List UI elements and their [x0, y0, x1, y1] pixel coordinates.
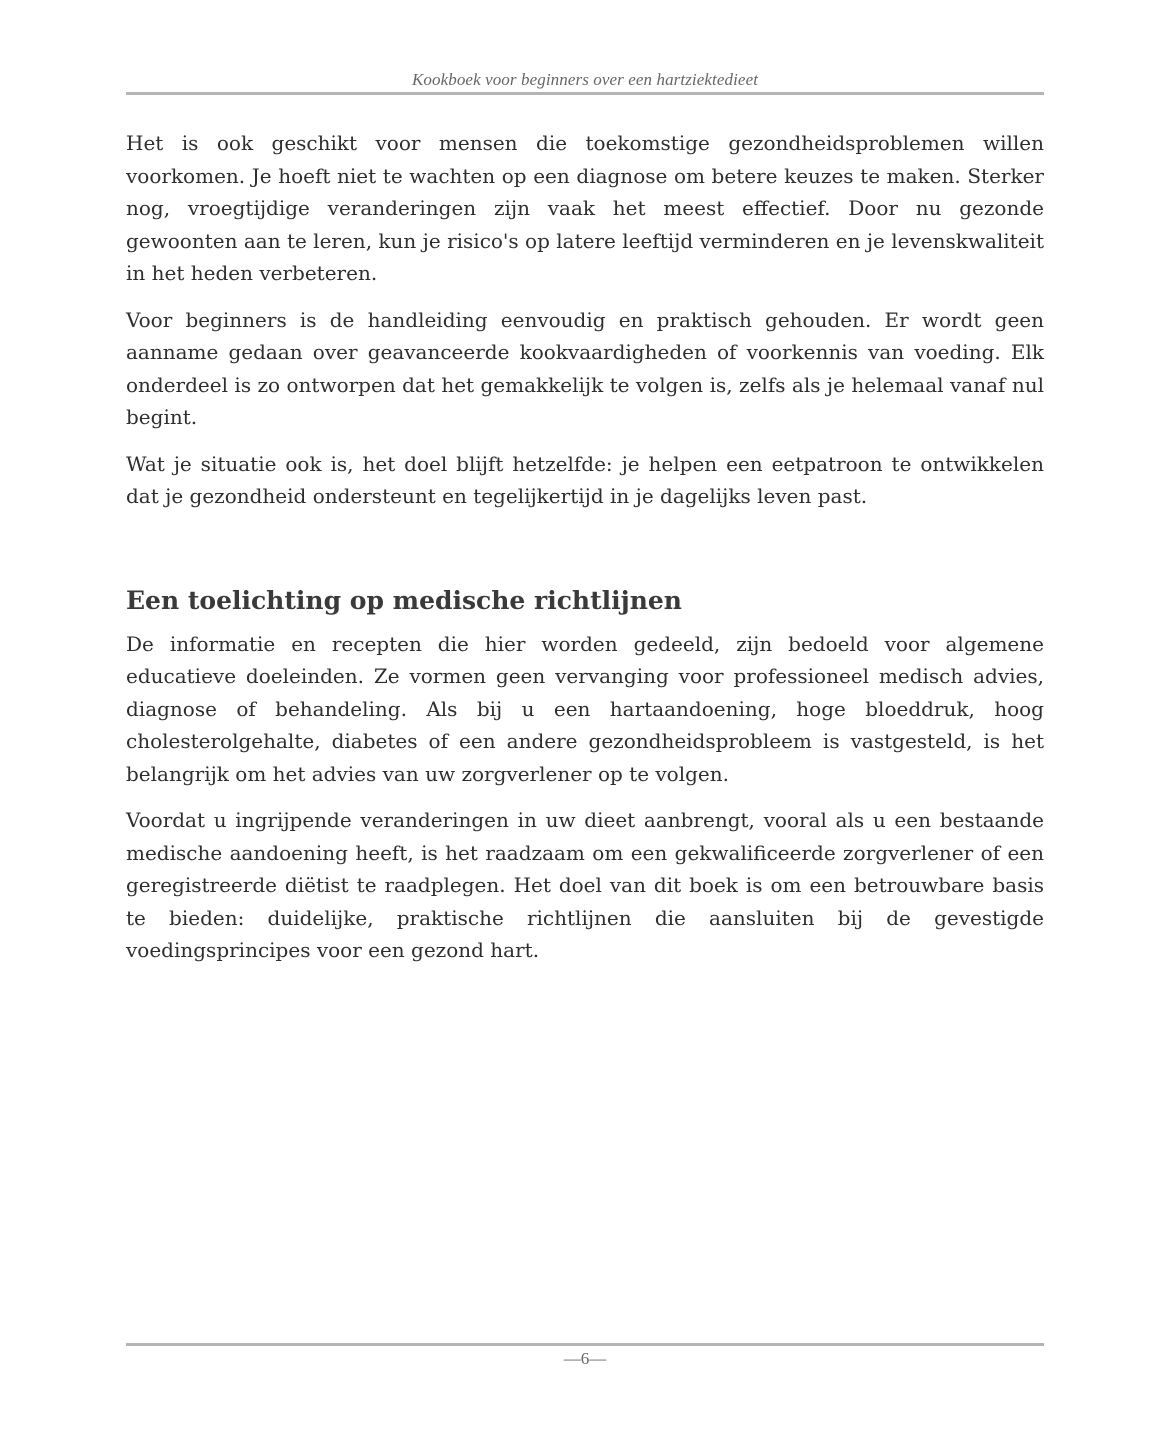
body-paragraph: Voor beginners is de handleiding eenvoudig en praktisch gehouden. Er wordt geen aanname gedaan over geavanceerde kookvaardigheden of voorkennis van voeding. Elk onderdeel is zo ontworpen dat het gemakkelijk te volgen is, zelfs als je helemaal vanaf nul begint.	[126, 307, 1044, 429]
body-paragraph: Het is ook geschikt voor mensen die toekomstige gezondheidsproblemen willen voorkomen. Je hoeft niet te wachten op een diagnose om betere keuzes te maken. Sterker nog, vroegtijdige veranderingen zijn vaak het meest effectief. Door nu gezonde gewoonten aan te leren, kun je risico's op latere leeftijd verminderen en je levenskwaliteit in het heden verbeteren.	[126, 131, 1044, 285]
section-heading: Een toelichting op medische richtlijnen	[126, 585, 682, 615]
page-number: —6—	[563, 1349, 607, 1368]
footer-divider	[126, 1343, 1044, 1346]
running-header-title: Kookboek voor beginners over een hartziektedieet	[411, 70, 759, 89]
body-paragraph: De informatie en recepten die hier worden gedeeld, zijn bedoeld voor algemene educatieve doeleinden. Ze vormen geen vervanging voor professioneel medisch advies, diagnose of behandeling. Als bij u een hartaandoening, hoge bloeddruk, hoog cholesterolgehalte, diabetes of een andere gezondheidsprobleem is vastgesteld, is het belangrijk om het advies van uw zorgverlener op te volgen.	[126, 631, 1044, 786]
body-paragraph: Wat je situatie ook is, het doel blijft hetzelfde: je helpen een eetpatroon te ontwikkelen dat je gezondheid ondersteunt en tegelijkertijd in je dagelijks leven past.	[126, 451, 1044, 508]
section-heading-wrapper	[126, 584, 1044, 618]
body-paragraph: Voordat u ingrijpende veranderingen in uw dieet aanbrengt, vooral als u een bestaande medische aandoening heeft, is het raadzaam om een gekwalificeerde zorgverlener of een geregistreerde diëtist te raadplegen. Het doel van dit boek is om een betrouwbare basis te bieden: duidelijke, praktische richtlijnen die aansluiten bij de gevestigde voedingsprincipes voor een gezond hart.	[126, 808, 1044, 962]
page-body	[126, 127, 1044, 981]
header-divider	[126, 92, 1044, 95]
